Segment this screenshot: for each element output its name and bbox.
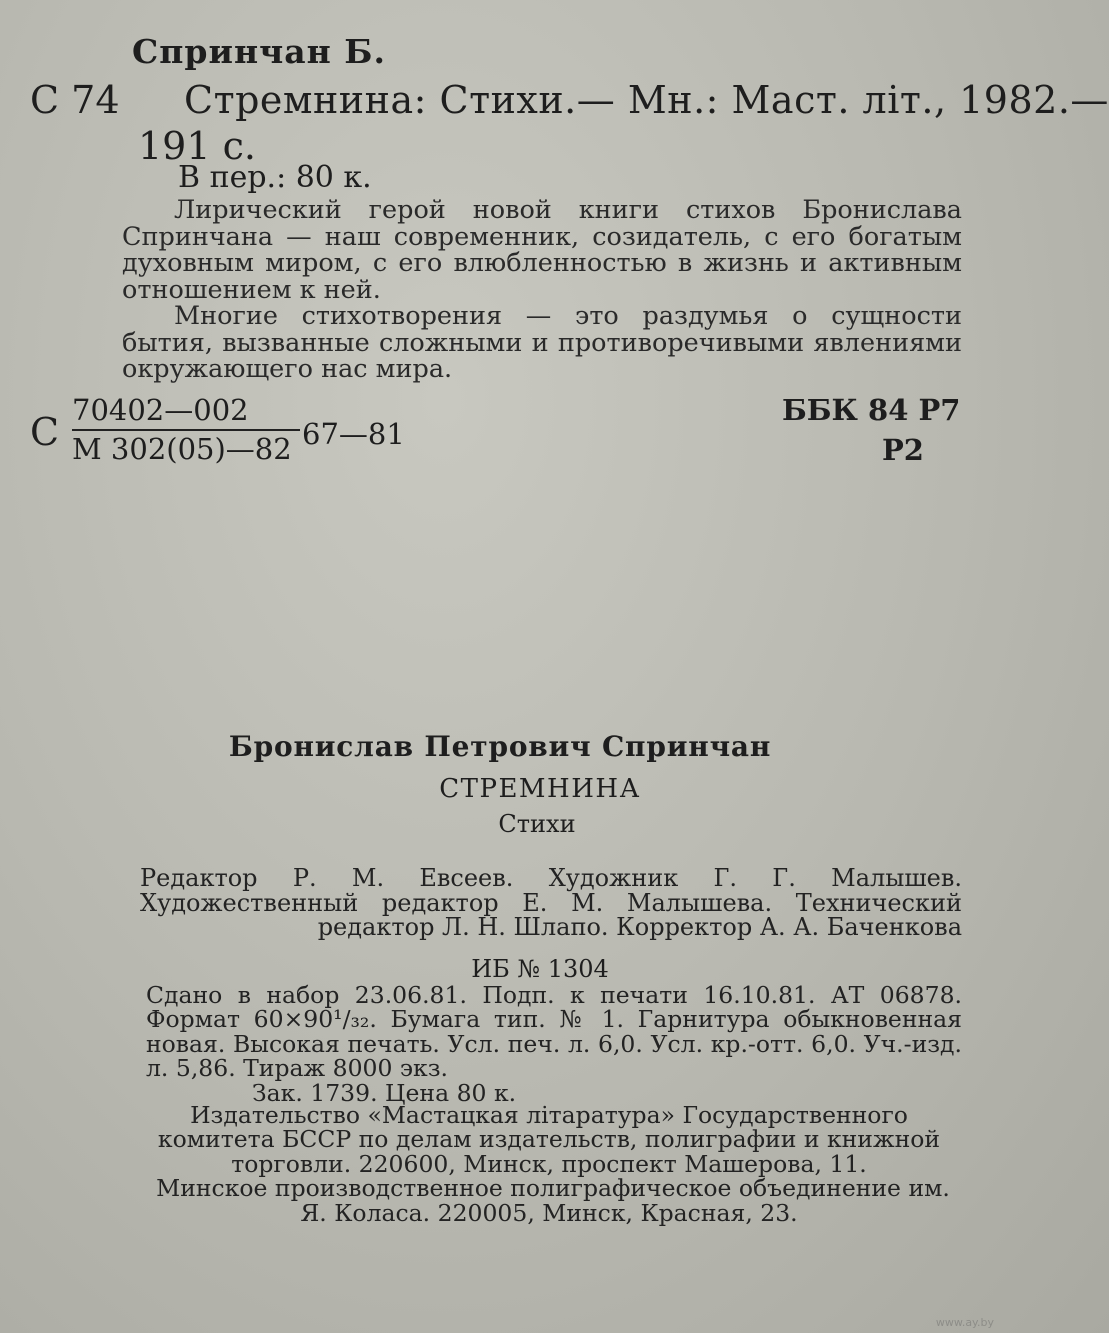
printing-details xyxy=(146,983,962,1105)
watermark: www.ay.by xyxy=(935,1316,994,1329)
price-line: В пер.: 80 к. xyxy=(178,160,372,195)
bibliographic-line: Стремнина: Стихи.— Мн.: Маст. літ., 1982.— xyxy=(184,78,1109,122)
annotation-paragraph-1: Лирический герой новой книги стихов Бронислава Спринчана — наш современник, созидатель, с его богатым духовным миром, с его влюбленностью в жизнь и активным отношением к ней. xyxy=(122,195,962,305)
bbk-index-2: Р2 xyxy=(882,433,924,467)
printer-text: Минское производственное полиграфическое объединение им. Я. Коласа. 220005, Минск, Красная, 23. xyxy=(156,1174,950,1227)
printing-details-text: Сдано в набор 23.06.81. Подп. к печати 16.10.81. АТ 06878. Формат 60×90¹/₃₂. Бумага тип. № 1. Гарнитура обыкновенная новая. Высокая печать. Усл. печ. л. 6,0. Усл. кр.-отт. 6,0. Уч.-изд. л. 5,86. Тираж 8000 экз. xyxy=(146,981,962,1083)
publisher-block xyxy=(146,1103,952,1225)
ib-number: ИБ № 1304 xyxy=(471,955,609,983)
bbk-index-1: ББК 84 Р7 xyxy=(782,393,961,427)
classification-denominator: М 302(05)—82 xyxy=(72,432,292,466)
publisher-text: Издательство «Мастацкая літаратура» Государственного комитета БССР по делам издательств, полиграфии и книжной торговли. 220600, Минск, проспект Машерова, 11. xyxy=(157,1101,941,1178)
classification-letter: С xyxy=(30,410,60,454)
imprint-title: СТРЕМНИНА xyxy=(439,774,641,804)
order-price: Зак. 1739. Цена 80 к. xyxy=(252,1078,517,1107)
fraction-line xyxy=(72,429,300,431)
annotation xyxy=(122,197,962,383)
classification-numerator: 70402—002 xyxy=(72,393,249,427)
imprint-credits xyxy=(140,866,962,940)
imprint-author: Бронислав Петрович Спринчан xyxy=(228,730,772,763)
catalog-author: Спринчан Б. xyxy=(132,32,386,71)
credits-text: Редактор Р. М. Евсеев. Художник Г. Г. Малышев. Художественный редактор Е. М. Малышева. Технический редактор Л. Н. Шлапо. Корректор А. А. Баченкова xyxy=(140,864,962,942)
page-count: 191 с. xyxy=(138,124,256,168)
classification-side-number: 67—81 xyxy=(302,417,405,451)
shelf-mark: С 74 xyxy=(30,78,120,122)
imprint-genre: Стихи xyxy=(498,810,576,838)
annotation-paragraph-2: Многие стихотворения — это раздумья о сущности бытия, вызванные сложными и противоречивыми явлениями окружающего нас мира. xyxy=(122,301,962,384)
